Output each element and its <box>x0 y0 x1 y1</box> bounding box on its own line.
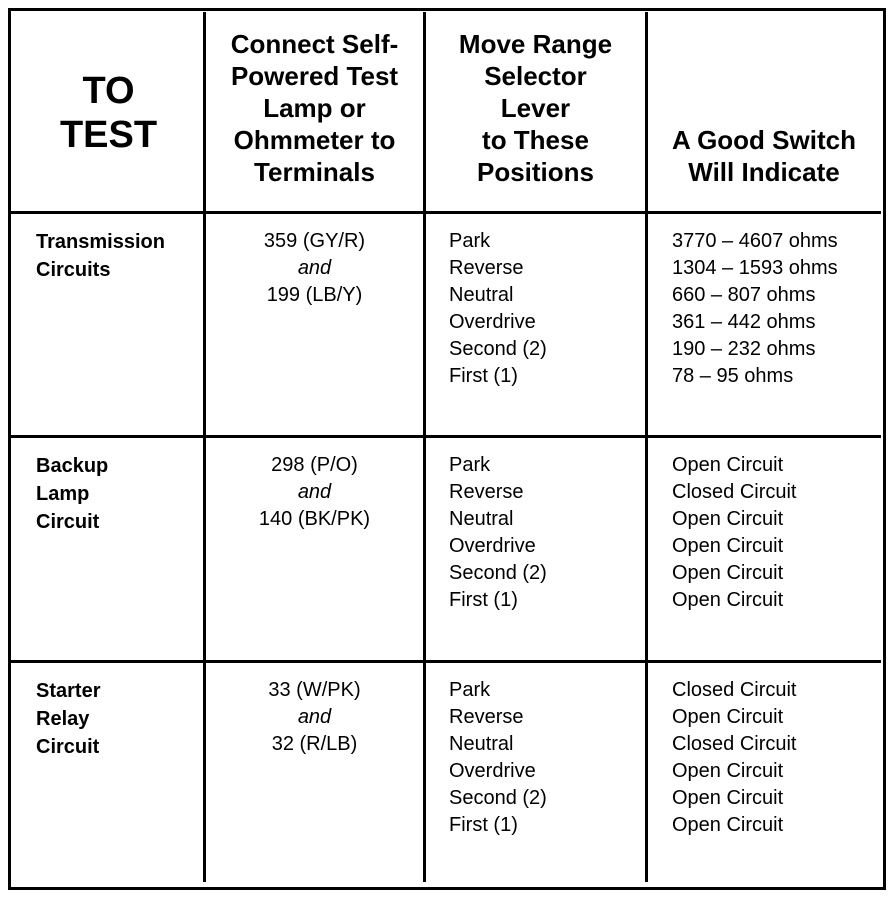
terminal-and: and <box>297 706 332 728</box>
terminal-a: 298 (P/O) <box>271 454 358 476</box>
position-item: Neutral <box>449 284 514 306</box>
row-label-line: Relay <box>36 708 90 730</box>
position-item: Second (2) <box>449 338 547 360</box>
header-line: A Good Switch <box>672 125 856 155</box>
position-item: Second (2) <box>449 787 547 809</box>
result-item: Open Circuit <box>672 454 784 476</box>
header-line: Will Indicate <box>688 157 840 187</box>
terminal-a: 359 (GY/R) <box>263 230 366 252</box>
result-item: 190 – 232 ohms <box>672 338 816 360</box>
row-label-line: Circuit <box>36 511 100 533</box>
position-item: Neutral <box>449 733 514 755</box>
result-item: Open Circuit <box>672 814 784 836</box>
terminal-a: 33 (W/PK) <box>268 679 361 701</box>
results-starter-relay <box>672 677 796 839</box>
result-item: 660 – 807 ohms <box>672 284 816 306</box>
header-line: TEST <box>59 113 158 156</box>
header-line: Lever <box>500 93 571 123</box>
result-item: Closed Circuit <box>672 481 797 503</box>
position-item: Neutral <box>449 508 514 530</box>
result-item: 78 – 95 ohms <box>672 365 794 387</box>
result-item: Open Circuit <box>672 535 784 557</box>
results-transmission <box>672 228 838 390</box>
result-item: Open Circuit <box>672 760 784 782</box>
header-line: Terminals <box>254 157 375 187</box>
header-to-test <box>14 14 203 211</box>
row-label-line: Circuit <box>36 736 100 758</box>
row-label-line: Circuits <box>36 259 111 281</box>
header-move-lever <box>426 28 645 188</box>
position-item: First (1) <box>449 814 518 836</box>
position-item: Park <box>449 679 491 701</box>
row-label-transmission <box>36 228 165 284</box>
row-label-line: Starter <box>36 680 101 702</box>
result-item: 1304 – 1593 ohms <box>672 257 838 279</box>
position-item: Second (2) <box>449 562 547 584</box>
result-item: Closed Circuit <box>672 679 797 701</box>
terminal-b: 199 (LB/Y) <box>266 284 363 306</box>
row-divider <box>11 435 881 438</box>
header-line: Move Range <box>458 29 613 59</box>
terminals-backup-lamp <box>206 452 423 533</box>
terminal-b: 32 (R/LB) <box>271 733 358 755</box>
terminal-b: 140 (BK/PK) <box>258 508 371 530</box>
result-item: Open Circuit <box>672 589 784 611</box>
header-line: Positions <box>476 157 594 187</box>
position-item: Overdrive <box>449 535 536 557</box>
position-item: First (1) <box>449 589 518 611</box>
position-item: Overdrive <box>449 760 536 782</box>
position-item: Reverse <box>449 481 524 503</box>
row-label-line: Backup <box>36 455 109 477</box>
row-label-line: Lamp <box>36 483 90 505</box>
positions-transmission <box>449 228 547 390</box>
header-line: Selector <box>484 61 587 91</box>
results-backup-lamp <box>672 452 796 614</box>
position-item: Reverse <box>449 257 524 279</box>
result-item: Open Circuit <box>672 562 784 584</box>
result-item: 361 – 442 ohms <box>672 311 816 333</box>
header-line: Lamp or <box>263 93 366 123</box>
position-item: Reverse <box>449 706 524 728</box>
positions-starter-relay <box>449 677 547 839</box>
position-item: Park <box>449 454 491 476</box>
header-good-switch <box>648 124 880 188</box>
row-divider <box>11 660 881 663</box>
terminals-transmission <box>206 228 423 309</box>
result-item: 3770 – 4607 ohms <box>672 230 838 252</box>
header-line: TO <box>82 69 135 112</box>
row-label-starter-relay <box>36 677 100 761</box>
result-item: Open Circuit <box>672 787 784 809</box>
header-line: Connect Self- <box>230 29 399 59</box>
terminal-and: and <box>297 257 332 279</box>
terminals-starter-relay <box>206 677 423 758</box>
position-item: First (1) <box>449 365 518 387</box>
position-item: Overdrive <box>449 311 536 333</box>
result-item: Closed Circuit <box>672 733 797 755</box>
header-line: Ohmmeter to <box>233 125 396 155</box>
row-label-line: Transmission <box>36 231 165 253</box>
positions-backup-lamp <box>449 452 547 614</box>
result-item: Open Circuit <box>672 508 784 530</box>
row-label-backup-lamp <box>36 452 108 536</box>
header-line: to These <box>482 125 589 155</box>
row-divider <box>11 211 881 214</box>
header-connect-terminals <box>206 28 423 188</box>
terminal-and: and <box>297 481 332 503</box>
position-item: Park <box>449 230 491 252</box>
header-line: Powered Test <box>230 61 399 91</box>
result-item: Open Circuit <box>672 706 784 728</box>
